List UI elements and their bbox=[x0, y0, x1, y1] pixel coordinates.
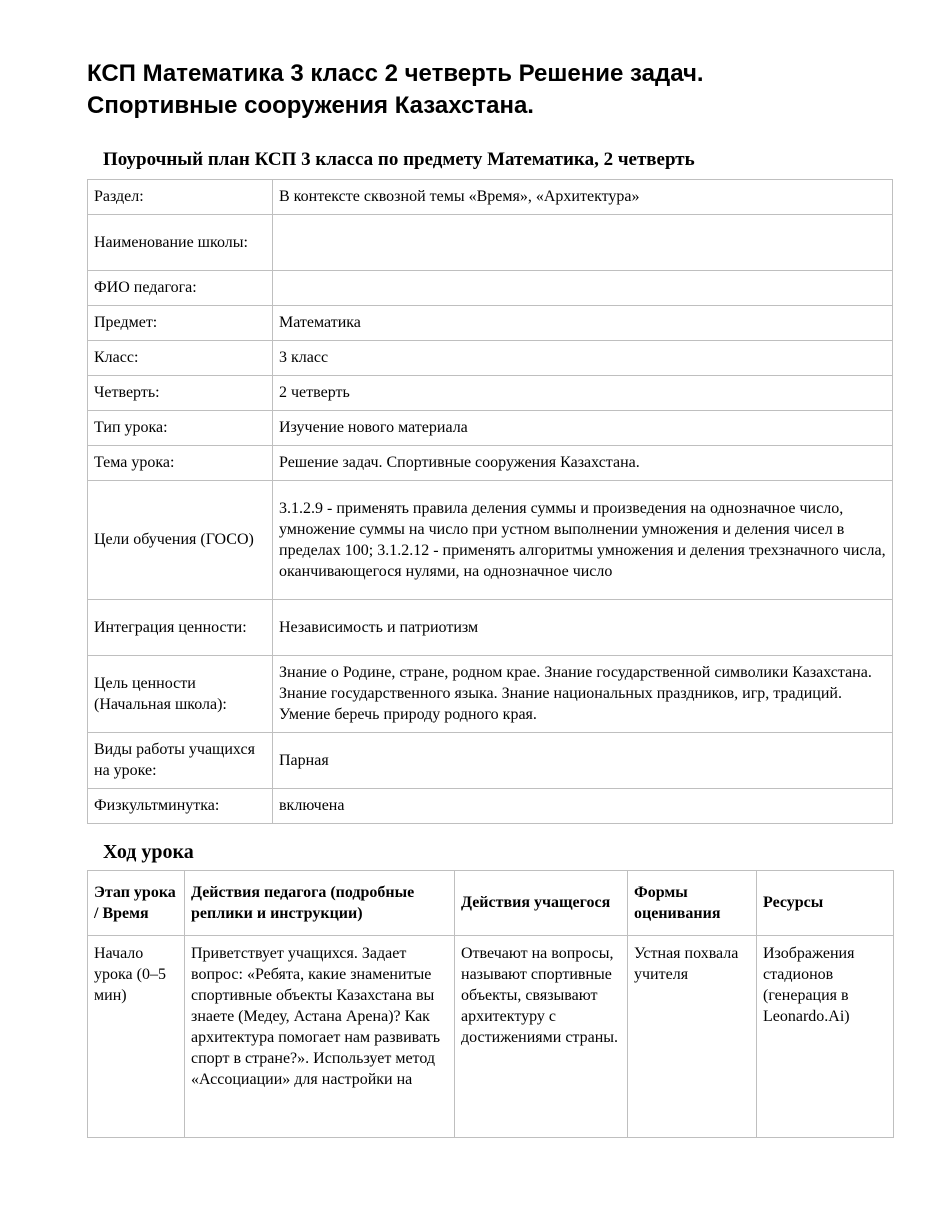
cell-resources: Изображения стадионов (генерация в Leonardo.Ai) bbox=[757, 936, 894, 1138]
row-value: Знание о Родине, стране, родном крае. Знание государственной символики Казахстана. Знание государственного языка. Знание национальных праздников, игр, традиций. Умение беречь природу родного края. bbox=[273, 656, 893, 733]
cell-assessment: Устная похвала учителя bbox=[628, 936, 757, 1138]
column-header-teacher-actions: Действия педагога (подробные реплики и инструкции) bbox=[185, 871, 455, 936]
table-row bbox=[88, 215, 893, 271]
table-row bbox=[88, 789, 893, 824]
column-header-assessment: Формы оценивания bbox=[628, 871, 757, 936]
row-value: включена bbox=[273, 789, 893, 824]
row-value: 3 класс bbox=[273, 341, 893, 376]
row-value: 2 четверть bbox=[273, 376, 893, 411]
row-label: Физкультминутка: bbox=[88, 789, 273, 824]
row-value: Изучение нового материала bbox=[273, 411, 893, 446]
table-row bbox=[88, 306, 893, 341]
row-value: 3.1.2.9 - применять правила деления суммы и произведения на однозначное число, умножение суммы на число при устном выполнении умножения и деления чисел в пределах 100; 3.1.2.12 - применять алгоритмы умножения и деления трехзначного числа, оканчивающегося нулями, на однозначное число bbox=[273, 481, 893, 600]
table-row bbox=[88, 180, 893, 215]
document-title-line-2: Спортивные сооружения Казахстана. bbox=[87, 92, 534, 119]
row-label: Интеграция ценности: bbox=[88, 600, 273, 656]
row-label: ФИО педагога: bbox=[88, 271, 273, 306]
table-row bbox=[88, 733, 893, 789]
table-row bbox=[88, 600, 893, 656]
row-label: Цели обучения (ГОСО) bbox=[88, 481, 273, 600]
row-label: Класс: bbox=[88, 341, 273, 376]
row-label: Наименование школы: bbox=[88, 215, 273, 271]
lesson-info-table bbox=[87, 179, 893, 824]
row-label: Предмет: bbox=[88, 306, 273, 341]
column-header-resources: Ресурсы bbox=[757, 871, 894, 936]
row-value: Математика bbox=[273, 306, 893, 341]
row-value: Независимость и патриотизм bbox=[273, 600, 893, 656]
cell-stage: Начало урока (0–5 мин) bbox=[88, 936, 185, 1138]
row-value bbox=[273, 271, 893, 306]
row-label: Тема урока: bbox=[88, 446, 273, 481]
table-row bbox=[88, 376, 893, 411]
table-header-row bbox=[88, 871, 894, 936]
column-header-stage: Этап урока / Время bbox=[88, 871, 185, 936]
row-label: Тип урока: bbox=[88, 411, 273, 446]
table-row bbox=[88, 656, 893, 733]
cell-student-actions: Отвечают на вопросы, называют спортивные объекты, связывают архитектуру с достижениями страны. bbox=[455, 936, 628, 1138]
row-value: В контексте сквозной темы «Время», «Архитектура» bbox=[273, 180, 893, 215]
row-value: Парная bbox=[273, 733, 893, 789]
table-row bbox=[88, 411, 893, 446]
table-row bbox=[88, 271, 893, 306]
table-row bbox=[88, 481, 893, 600]
plan-heading: Поурочный план КСП 3 класса по предмету Математика, 2 четверть bbox=[103, 149, 695, 170]
column-header-student-actions: Действия учащегося bbox=[455, 871, 628, 936]
document-title bbox=[87, 58, 893, 122]
table-row bbox=[88, 936, 894, 1138]
lesson-progress-heading: Ход урока bbox=[103, 841, 194, 863]
document-title-line-1: КСП Математика 3 класс 2 четверть Решение задач. bbox=[87, 60, 704, 87]
table-row bbox=[88, 341, 893, 376]
row-value: Решение задач. Спортивные сооружения Казахстана. bbox=[273, 446, 893, 481]
row-label: Цель ценности (Начальная школа): bbox=[88, 656, 273, 733]
row-label: Четверть: bbox=[88, 376, 273, 411]
row-label: Раздел: bbox=[88, 180, 273, 215]
row-label: Виды работы учащихся на уроке: bbox=[88, 733, 273, 789]
lesson-progress-table bbox=[87, 870, 894, 1138]
table-row bbox=[88, 446, 893, 481]
row-value bbox=[273, 215, 893, 271]
cell-teacher-actions: Приветствует учащихся. Задает вопрос: «Ребята, какие знаменитые спортивные объекты Казахстана вы знаете (Медеу, Астана Арена)? Как архитектура помогает нам развивать спорт в стране?». Использует метод «Ассоциации» для настройки на bbox=[185, 936, 455, 1138]
